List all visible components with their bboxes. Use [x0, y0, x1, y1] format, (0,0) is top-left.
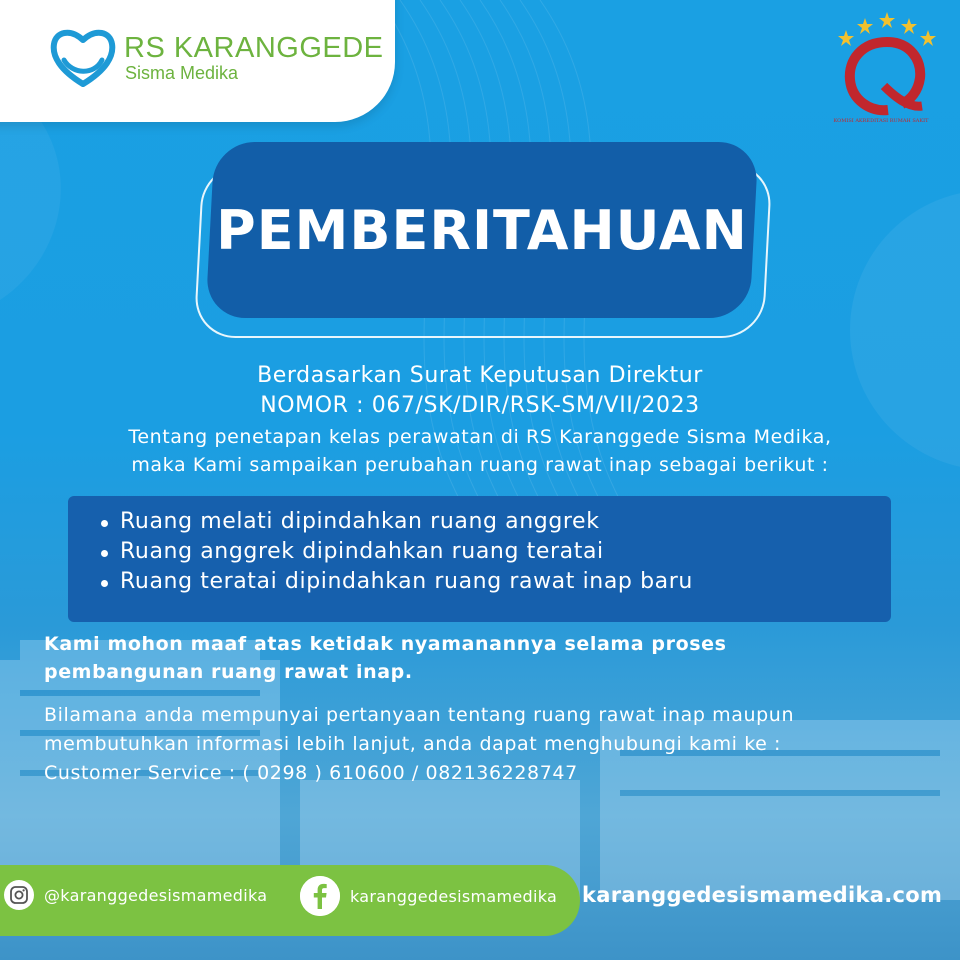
apology-text [44, 630, 924, 686]
intro-decree-number: NOMOR : 067/SK/DIR/RSK-SM/VII/2023 [260, 393, 700, 418]
intro-line-1: Berdasarkan Surat Keputusan Direktur [257, 363, 703, 388]
contact-line-2: membutuhkan informasi lebih lanjut, anda dapat menghubungi kami ke : [44, 733, 782, 755]
facebook-handle: karanggedesismamedika [350, 886, 558, 906]
page-title: PEMBERITAHUAN [216, 198, 748, 262]
accreditation-label: KOMISI AKREDITASI RUMAH SAKIT [833, 118, 929, 124]
room-changes-box [68, 496, 891, 622]
contact-line-1: Bilamana anda mempunyai pertanyaan tentang ruang rawat inap maupun [44, 704, 795, 726]
facebook-icon [300, 876, 340, 916]
hospital-subtitle: Sisma Medika [125, 63, 239, 83]
contact-info [44, 701, 944, 788]
apology-line-2: pembangunan ruang rawat inap. [44, 661, 413, 683]
apology-line-1: Kami mohon maaf atas ketidak nyamanannya selama proses [44, 633, 727, 655]
website-link[interactable]: karanggedesismamedika.com [582, 883, 943, 907]
room-changes-list [68, 496, 891, 597]
list-item: Ruang teratai dipindahkan ruang rawat inap baru [120, 567, 891, 597]
intro-line-3: Tentang penetapan kelas perawatan di RS Karanggede Sisma Medika, [128, 426, 832, 448]
list-item: Ruang anggrek dipindahkan ruang teratai [120, 537, 891, 567]
facebook-link[interactable] [300, 876, 557, 916]
list-item: Ruang melati dipindahkan ruang anggrek [120, 507, 891, 537]
instagram-icon [4, 880, 34, 910]
intro-line-4: maka Kami sampaikan perubahan ruang rawat inap sebagai berikut : [131, 454, 829, 476]
customer-service-phone: Customer Service : ( 0298 ) 610600 / 082136228747 [44, 762, 578, 784]
instagram-link[interactable] [4, 880, 267, 910]
heart-logo-icon [50, 26, 116, 88]
hospital-name: RS KARANGGEDE [124, 32, 384, 64]
instagram-handle: @karanggedesismamedika [44, 885, 268, 905]
